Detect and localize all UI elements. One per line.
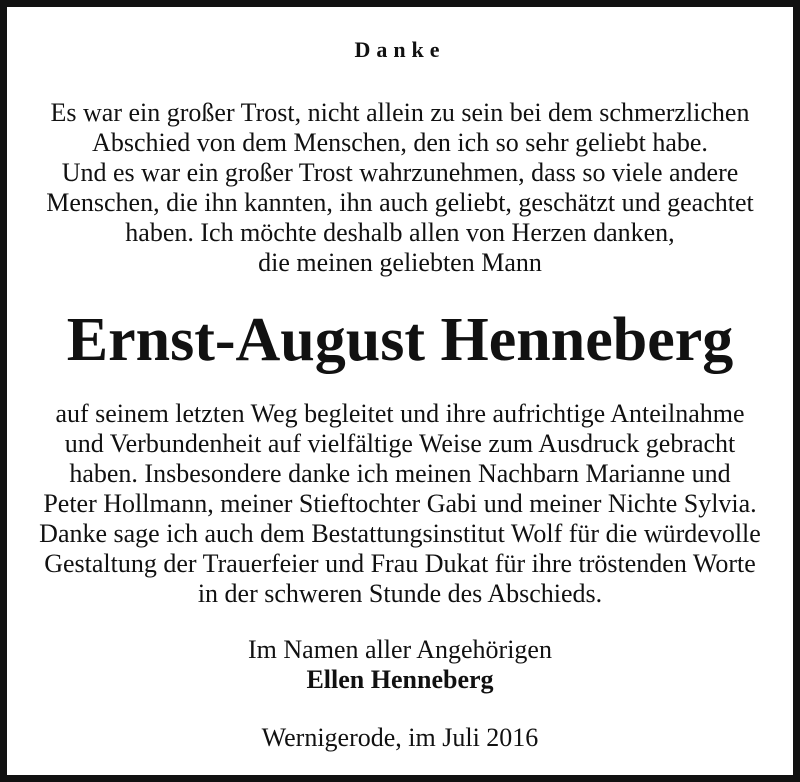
on-behalf-text: Im Namen aller Angehörigen [248,635,552,664]
intro-line: Und es war ein großer Trost wahrzunehmen, dass so viele andere [61,158,739,187]
body-line: Peter Hollmann, meiner Stieftochter Gabi und meiner Nichte Sylvia. [43,489,757,518]
body-line: Gestaltung der Trauerfeier und Frau Dukat für ihre tröstenden Worte [44,549,756,578]
body-line: Danke sage ich auch dem Bestattungsinstitut Wolf für die würdevolle [39,519,761,548]
signer-name: Ellen Henneberg [306,665,494,694]
body-line: haben. Insbesondere danke ich meinen Nachbarn Marianne und [69,459,731,488]
body-line: und Verbundenheit auf vielfältige Weise zum Ausdruck gebracht [64,429,736,458]
place-date: Wernigerode, im Juli 2016 [261,723,539,752]
intro-line: die meinen geliebten Mann [258,248,542,277]
deceased-name: Ernst-August Henneberg [66,306,734,374]
body-line: auf seinem letzten Weg begleitet und ihre aufrichtige Anteilnahme [55,399,745,428]
intro-line: Menschen, die ihn kannten, ihn auch geliebt, geschätzt und geachtet [46,188,754,217]
intro-line: haben. Ich möchte deshalb allen von Herzen danken, [125,218,675,247]
intro-line: Es war ein großer Trost, nicht allein zu sein bei dem schmerzlichen [50,98,750,127]
heading: Danke [354,37,446,62]
body-line: in der schweren Stunde des Abschieds. [197,579,603,608]
intro-line: Abschied von dem Menschen, den ich so sehr geliebt habe. [92,128,708,157]
